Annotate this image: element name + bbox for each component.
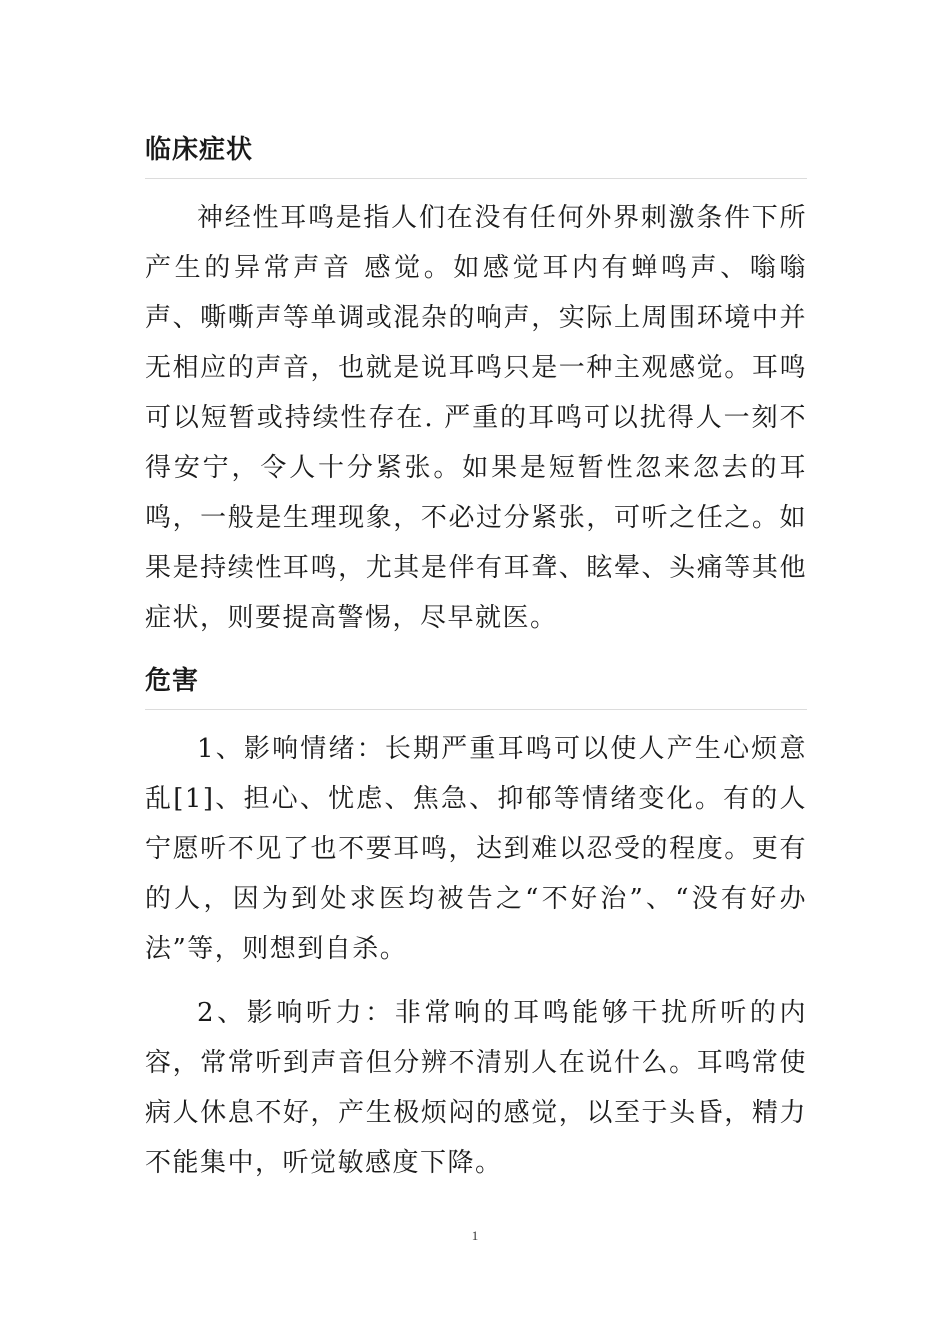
paragraph-harm-hearing: 2、影响听力：非常响的耳鸣能够干扰所听的内容，常常听到声音但分辨不清别人在说什么。耳鸣常使病人休息不好，产生极烦闷的感觉，以至于头昏，精力不能集中，听觉敏感度下降。	[145, 998, 807, 1178]
paragraph-harm-emotion: 1、影响情绪：长期严重耳鸣可以使人产生心烦意乱[1]、担心、忧虑、焦急、抑郁等情绪变化。有的人宁愿听不见了也不要耳鸣，达到难以忍受的程度。更有的人，因为到处求医均被告之“不好治”、“没有好办法”等，则想到自杀。	[145, 734, 807, 964]
paragraph-symptoms: 神经性耳鸣是指人们在没有任何外界刺激条件下所产生的异常声音 感觉。如感觉耳内有蝉鸣声、嗡嗡声、嘶嘶声等单调或混杂的响声，实际上周围环境中并无相应的声音，也就是说耳鸣只是一种主观感觉。耳鸣可以短暂或持续性存在. 严重的耳鸣可以扰得人一刻不得安宁，令人十分紧张。如果是短暂性忽来忽去的耳鸣，一般是生理现象，不必过分紧张，可听之任之。如果是持续性耳鸣，尤其是伴有耳聋、眩晕、头痛等其他症状，则要提高警惕，尽早就医。	[145, 203, 807, 633]
document-page	[145, 128, 807, 1188]
section-heading-symptoms: 临床症状	[145, 128, 807, 179]
page-number: 1	[471, 1228, 479, 1243]
section-heading-harm: 危害	[145, 659, 807, 710]
